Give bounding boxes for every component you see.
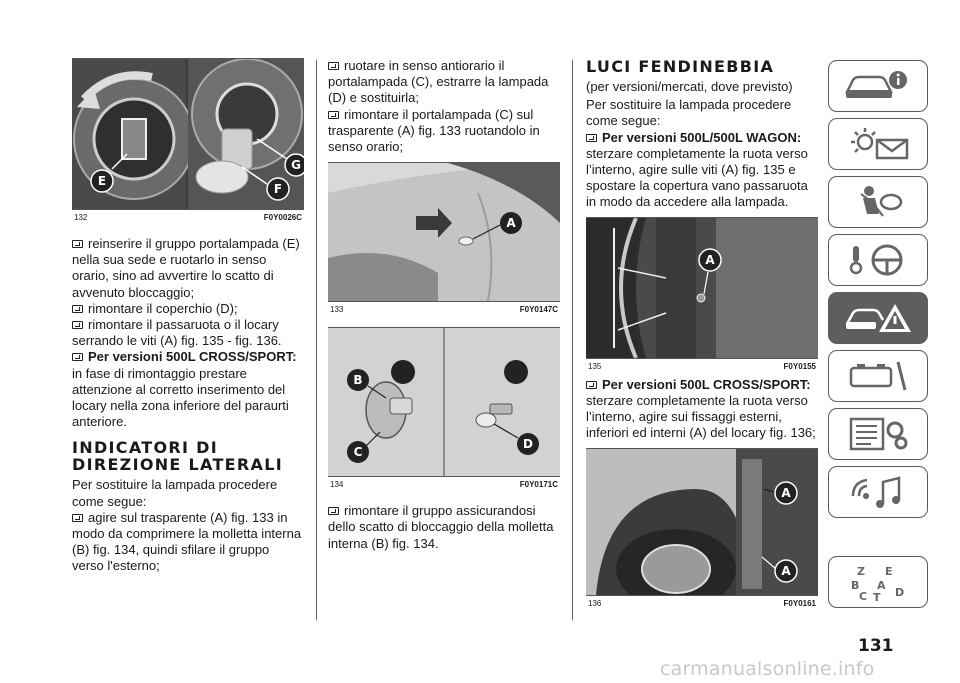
index-letter: Z bbox=[857, 565, 865, 578]
maintenance-icon bbox=[843, 358, 913, 394]
step-item: rimontare il coperchio (D); bbox=[72, 301, 304, 317]
figure-135-image bbox=[586, 218, 818, 358]
wagon-version-heading: Per versioni 500L/500L WAGON: bbox=[602, 129, 802, 145]
index-icon bbox=[843, 562, 913, 602]
figure-136-caption bbox=[586, 596, 818, 608]
figure-134 bbox=[328, 327, 560, 477]
checkbox-bullet-icon bbox=[328, 507, 339, 515]
chapter-tab-maintenance[interactable] bbox=[828, 350, 928, 402]
cross-version-note: Per versioni 500L CROSS/SPORT: sterzare completamente la ruota verso l’interno, agire sui fissaggi esterni, inferiori ed interni (A) del locary fig. 136; bbox=[586, 376, 816, 441]
checkbox-bullet-icon bbox=[328, 111, 339, 119]
callout-a: A bbox=[781, 564, 791, 579]
figure-number: 134 bbox=[330, 480, 344, 490]
figure-number: 132 bbox=[74, 213, 88, 222]
car-info-icon bbox=[843, 68, 913, 104]
figure-134-caption bbox=[328, 477, 560, 489]
index-letter: C bbox=[859, 590, 868, 602]
figure-133 bbox=[328, 162, 560, 302]
callout-a: A bbox=[781, 486, 791, 501]
checkbox-bullet-icon bbox=[586, 381, 597, 389]
technical-data-icon bbox=[843, 416, 913, 452]
chapter-tab-car-info[interactable] bbox=[828, 60, 928, 112]
column-divider bbox=[572, 60, 573, 620]
step-item: reinserire il gruppo portalampada (E) nella sua sede e ruotarlo in senso orario, sino ad avvertire lo scatto di avvenuto bloccaggio; bbox=[72, 236, 300, 300]
checkbox-bullet-icon bbox=[72, 321, 83, 329]
column-3 bbox=[586, 58, 818, 608]
figure-136-image bbox=[586, 449, 818, 595]
figure-code: F0Y0161 bbox=[783, 599, 816, 609]
section-intro: Per sostituire la lampada procedere come segue: bbox=[72, 477, 278, 509]
callout-c: C bbox=[353, 445, 363, 460]
chapter-tab-driving[interactable] bbox=[828, 234, 928, 286]
figure-133-caption bbox=[328, 302, 560, 314]
cross-version-heading: Per versioni 500L CROSS/SPORT: bbox=[602, 376, 811, 392]
chapter-tab-technical-data[interactable] bbox=[828, 408, 928, 460]
figure-134-image bbox=[328, 328, 560, 476]
steps-list-a bbox=[72, 236, 304, 430]
callout-f: F bbox=[273, 182, 283, 196]
callout-a: A bbox=[705, 252, 715, 267]
callout-g: G bbox=[291, 158, 301, 172]
step-item: rimontare il passaruota o il locary serrando le viti (A) fig. 135 - fig. 136. bbox=[72, 317, 282, 349]
chapter-tab-multimedia[interactable] bbox=[828, 466, 928, 518]
figure-code: F0Y0147C bbox=[519, 305, 558, 315]
warning-lights-icon bbox=[843, 126, 913, 162]
figure-code: F0Y0155 bbox=[783, 361, 816, 371]
figure-133-image bbox=[328, 163, 560, 301]
cross-version-note: Per versioni 500L CROSS/SPORT: in fase di rimontaggio prestare attenzione al corretto inserimento del locary nella zona inferiore del paraurti anteriore. bbox=[72, 349, 297, 430]
chapter-tab-safety[interactable] bbox=[828, 176, 928, 228]
checkbox-bullet-icon bbox=[72, 240, 83, 248]
index-letter: E bbox=[885, 565, 893, 578]
checkbox-bullet-icon bbox=[586, 134, 597, 142]
safety-icon bbox=[843, 184, 913, 220]
figure-135 bbox=[586, 217, 818, 359]
index-letter: A bbox=[877, 579, 886, 592]
figure-number: 136 bbox=[588, 599, 602, 609]
section-intro: Per sostituire la lampada procedere come segue: bbox=[586, 97, 792, 129]
callout-e: E bbox=[97, 174, 107, 188]
chapter-tab-warning-lights[interactable] bbox=[828, 118, 928, 170]
column-2 bbox=[328, 58, 560, 552]
column-1 bbox=[72, 58, 304, 575]
step-item: ruotare in senso antiorario il portalampada (C), estrarre la lampada (D) e sostituirla; bbox=[328, 58, 549, 106]
checkbox-bullet-icon bbox=[72, 305, 83, 313]
figure-132 bbox=[72, 58, 304, 210]
section-title-fendinebbia: LUCI FENDINEBBIA bbox=[586, 57, 775, 76]
section-title-indicatori: INDICATORI DI DIREZIONE LATERALI bbox=[72, 438, 283, 475]
wagon-version-note: Per versioni 500L/500L WAGON: sterzare completamente la ruota verso l’interno, agire sulle viti (A) fig. 135 e spostare la copertura vano passaruota in modo da accedere alla lampada. bbox=[586, 129, 808, 210]
checkbox-bullet-icon bbox=[72, 514, 83, 522]
callout-a: A bbox=[506, 216, 516, 231]
figure-132-image bbox=[72, 59, 304, 209]
chapter-tab-emergency[interactable] bbox=[828, 292, 928, 344]
watermark: carmanualsonline.info bbox=[660, 658, 875, 680]
driving-icon bbox=[843, 242, 913, 278]
step-item: agire sul trasparente (A) fig. 133 in modo da comprimere la molletta interna (B) fig. 134, quindi sfilare il gruppo verso l'esterno; bbox=[72, 509, 302, 574]
figure-132-caption bbox=[72, 210, 304, 222]
index-letter: D bbox=[895, 586, 905, 599]
page-number: 131 bbox=[858, 636, 894, 656]
figure-number: 135 bbox=[588, 361, 602, 371]
figure-135-caption bbox=[586, 359, 818, 371]
callout-d: D bbox=[523, 437, 533, 452]
multimedia-icon bbox=[843, 474, 913, 510]
figure-number: 133 bbox=[330, 305, 344, 315]
cross-version-heading: Per versioni 500L CROSS/SPORT: bbox=[88, 349, 297, 365]
step-item: rimontare il gruppo assicurandosi dello scatto di bloccaggio della molletta interna (B) fig. 134. bbox=[328, 503, 554, 551]
callout-b: B bbox=[353, 373, 363, 388]
section-subtitle: (per versioni/mercati, dove previsto) bbox=[586, 79, 793, 94]
step-item: rimontare il portalampada (C) sul trasparente (A) fig. 133 ruotandolo in senso orario; bbox=[328, 106, 540, 155]
chapter-tab-index[interactable] bbox=[828, 556, 928, 608]
figure-code: F0Y0171C bbox=[519, 480, 558, 490]
index-letter: T bbox=[873, 591, 881, 602]
figure-code: F0Y0026C bbox=[263, 213, 302, 222]
index-letter: B bbox=[851, 579, 860, 592]
checkbox-bullet-icon bbox=[72, 353, 83, 361]
emergency-icon bbox=[843, 300, 913, 336]
checkbox-bullet-icon bbox=[328, 62, 339, 70]
column-divider bbox=[316, 60, 317, 620]
figure-136 bbox=[586, 448, 818, 596]
